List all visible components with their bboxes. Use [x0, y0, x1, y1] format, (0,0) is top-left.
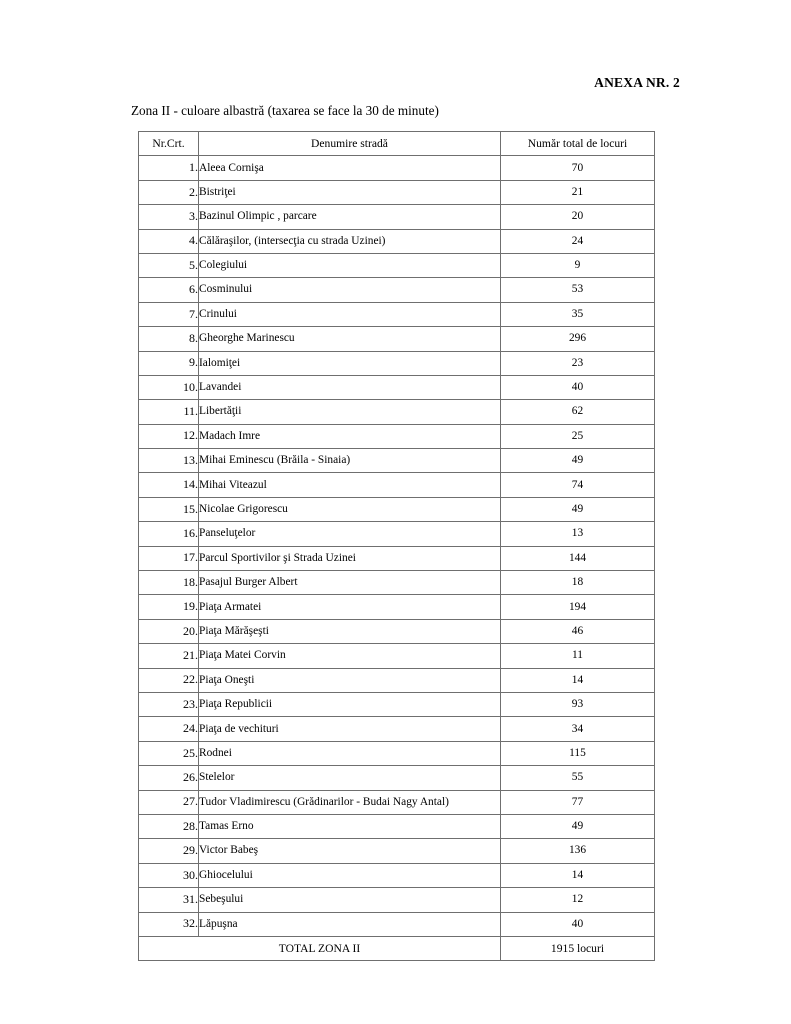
table-row: [139, 522, 655, 546]
table-row: [139, 790, 655, 814]
row-total-seats: 21: [501, 180, 655, 204]
row-index: 12.: [139, 424, 199, 448]
row-index: 10.: [139, 375, 199, 399]
row-index: 29.: [139, 839, 199, 863]
row-total-seats: 93: [501, 692, 655, 716]
row-street-name: Piaţa Matei Corvin: [199, 644, 501, 668]
row-index: 30.: [139, 863, 199, 887]
row-street-name: Crinului: [199, 302, 501, 326]
row-street-name: Libertăţii: [199, 400, 501, 424]
row-total-seats: 18: [501, 571, 655, 595]
table-row: [139, 449, 655, 473]
row-index: 2.: [139, 180, 199, 204]
row-total-seats: 13: [501, 522, 655, 546]
table-row: [139, 571, 655, 595]
row-index: 21.: [139, 644, 199, 668]
table-row: [139, 375, 655, 399]
table-row: [139, 839, 655, 863]
table-body: [139, 156, 655, 937]
row-total-seats: 35: [501, 302, 655, 326]
table-footer: [139, 936, 655, 960]
table-row: [139, 912, 655, 936]
row-total-seats: 20: [501, 205, 655, 229]
row-index: 20.: [139, 619, 199, 643]
row-index: 7.: [139, 302, 199, 326]
table-row: [139, 668, 655, 692]
row-total-seats: 136: [501, 839, 655, 863]
table-row: [139, 327, 655, 351]
row-total-seats: 70: [501, 156, 655, 180]
row-total-seats: 296: [501, 327, 655, 351]
table-row: [139, 546, 655, 570]
parking-table-container: [138, 131, 654, 961]
row-index: 26.: [139, 766, 199, 790]
row-street-name: Parcul Sportivilor şi Strada Uzinei: [199, 546, 501, 570]
row-index: 15.: [139, 497, 199, 521]
row-total-seats: 46: [501, 619, 655, 643]
row-street-name: Piaţa Republicii: [199, 692, 501, 716]
zone-subtitle: Zona II - culoare albastră (taxarea se face la 30 de minute): [131, 103, 439, 118]
row-total-seats: 49: [501, 449, 655, 473]
table-header-row: [139, 132, 655, 156]
row-street-name: Piaţa de vechituri: [199, 717, 501, 741]
row-index: 16.: [139, 522, 199, 546]
row-total-seats: 12: [501, 888, 655, 912]
row-street-name: Nicolae Grigorescu: [199, 497, 501, 521]
row-index: 1.: [139, 156, 199, 180]
row-index: 28.: [139, 814, 199, 838]
total-row-label: TOTAL ZONA II: [139, 936, 501, 960]
row-total-seats: 49: [501, 497, 655, 521]
table-row: [139, 302, 655, 326]
row-total-seats: 194: [501, 595, 655, 619]
row-index: 6.: [139, 278, 199, 302]
table-row: [139, 644, 655, 668]
row-street-name: Bistriţei: [199, 180, 501, 204]
row-total-seats: 144: [501, 546, 655, 570]
row-street-name: Piaţa Oneşti: [199, 668, 501, 692]
table-row: [139, 180, 655, 204]
table-row: [139, 400, 655, 424]
row-street-name: Călăraşilor, (intersecţia cu strada Uzinei): [199, 229, 501, 253]
row-index: 17.: [139, 546, 199, 570]
table-row: [139, 351, 655, 375]
row-index: 5.: [139, 253, 199, 277]
row-total-seats: 77: [501, 790, 655, 814]
table-row: [139, 205, 655, 229]
row-total-seats: 62: [501, 400, 655, 424]
row-index: 4.: [139, 229, 199, 253]
table-row: [139, 692, 655, 716]
row-street-name: Piaţa Mărăşeşti: [199, 619, 501, 643]
table-row: [139, 278, 655, 302]
table-row: [139, 229, 655, 253]
row-street-name: Colegiului: [199, 253, 501, 277]
table-row: [139, 473, 655, 497]
row-total-seats: 11: [501, 644, 655, 668]
row-total-seats: 115: [501, 741, 655, 765]
row-total-seats: 23: [501, 351, 655, 375]
row-street-name: Piaţa Armatei: [199, 595, 501, 619]
row-street-name: Panseluţelor: [199, 522, 501, 546]
row-total-seats: 53: [501, 278, 655, 302]
total-row-value: 1915 locuri: [501, 936, 655, 960]
row-street-name: Cosminului: [199, 278, 501, 302]
row-total-seats: 40: [501, 912, 655, 936]
row-total-seats: 14: [501, 668, 655, 692]
table-row: [139, 619, 655, 643]
row-street-name: Mihai Viteazul: [199, 473, 501, 497]
row-street-name: Lăpuşna: [199, 912, 501, 936]
row-street-name: Bazinul Olimpic , parcare: [199, 205, 501, 229]
row-index: 13.: [139, 449, 199, 473]
row-total-seats: 55: [501, 766, 655, 790]
row-street-name: Tamas Erno: [199, 814, 501, 838]
row-street-name: Tudor Vladimirescu (Grădinarilor - Budai Nagy Antal): [199, 790, 501, 814]
row-street-name: Stelelor: [199, 766, 501, 790]
row-index: 14.: [139, 473, 199, 497]
row-street-name: Ialomiţei: [199, 351, 501, 375]
row-street-name: Sebeşului: [199, 888, 501, 912]
table-row: [139, 888, 655, 912]
table-row: [139, 814, 655, 838]
row-index: 11.: [139, 400, 199, 424]
row-total-seats: 14: [501, 863, 655, 887]
parking-seats-table: [138, 131, 655, 961]
row-index: 18.: [139, 571, 199, 595]
row-index: 31.: [139, 888, 199, 912]
table-row: [139, 766, 655, 790]
row-total-seats: 49: [501, 814, 655, 838]
row-total-seats: 34: [501, 717, 655, 741]
row-street-name: Lavandei: [199, 375, 501, 399]
table-row: [139, 595, 655, 619]
column-header-street: Denumire stradă: [199, 132, 501, 156]
total-row: [139, 936, 655, 960]
row-total-seats: 40: [501, 375, 655, 399]
row-total-seats: 9: [501, 253, 655, 277]
table-row: [139, 253, 655, 277]
row-index: 27.: [139, 790, 199, 814]
row-total-seats: 25: [501, 424, 655, 448]
row-total-seats: 74: [501, 473, 655, 497]
table-row: [139, 717, 655, 741]
row-index: 19.: [139, 595, 199, 619]
table-row: [139, 497, 655, 521]
row-street-name: Victor Babeş: [199, 839, 501, 863]
column-header-index: Nr.Crt.: [139, 132, 199, 156]
row-index: 25.: [139, 741, 199, 765]
row-index: 24.: [139, 717, 199, 741]
table-row: [139, 741, 655, 765]
row-street-name: Madach Imre: [199, 424, 501, 448]
table-header: [139, 132, 655, 156]
row-street-name: Ghiocelului: [199, 863, 501, 887]
row-index: 22.: [139, 668, 199, 692]
row-street-name: Pasajul Burger Albert: [199, 571, 501, 595]
row-total-seats: 24: [501, 229, 655, 253]
row-street-name: Aleea Cornişa: [199, 156, 501, 180]
row-index: 9.: [139, 351, 199, 375]
row-index: 32.: [139, 912, 199, 936]
table-row: [139, 863, 655, 887]
column-header-total: Număr total de locuri: [501, 132, 655, 156]
row-street-name: Gheorghe Marinescu: [199, 327, 501, 351]
table-row: [139, 156, 655, 180]
annex-heading: ANEXA NR. 2: [594, 75, 680, 90]
row-street-name: Mihai Eminescu (Brăila - Sinaia): [199, 449, 501, 473]
row-street-name: Rodnei: [199, 741, 501, 765]
row-index: 3.: [139, 205, 199, 229]
table-row: [139, 424, 655, 448]
row-index: 8.: [139, 327, 199, 351]
row-index: 23.: [139, 692, 199, 716]
